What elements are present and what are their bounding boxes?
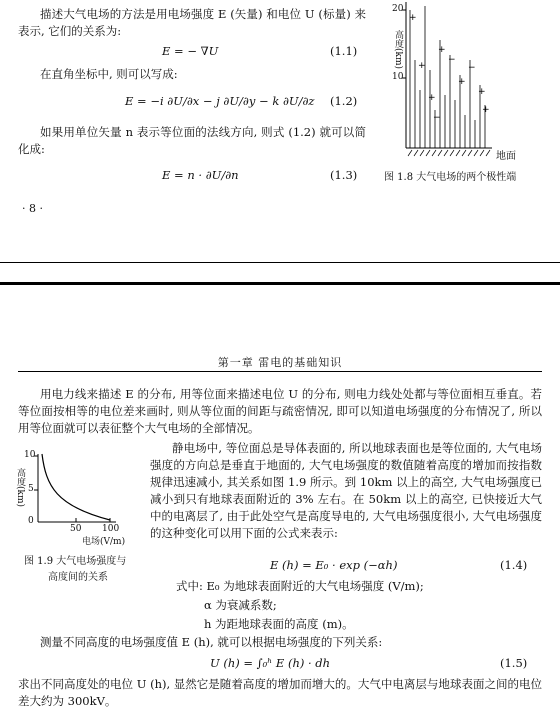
top-paragraph-3: 如果用单位矢量 n 表示等位面的法线方向, 则式 (1.2) 就可以简化成: — [18, 125, 366, 156]
equation-1-4: E (h) = E₀ · exp (−αh) — [270, 558, 398, 572]
figure-1-9-caption-line-1: 图 1.9 大气电场强度与 — [24, 556, 127, 567]
top-paragraph-1: 描述大气电场的方法是用电场强度 E (矢量) 和电位 U (标量) 来表示, 它们的关系为: — [18, 7, 366, 38]
figure-1-8-tick-20: 20 — [392, 4, 404, 14]
equation-1-3-number: (1.3) — [330, 168, 358, 182]
svg-text:−: − — [433, 113, 441, 123]
figure-1-8-tick-10: 10 — [392, 72, 404, 82]
page-separator-thick — [0, 282, 560, 285]
page-number: · 8 · — [22, 202, 43, 215]
equation-1-5-number: (1.5) — [500, 656, 528, 670]
equation-1-3: E = n · ∂U/∂n — [162, 168, 239, 182]
svg-text:−: − — [448, 55, 456, 65]
figure-1-9-xtick-50: 50 — [70, 524, 82, 534]
where-line-1: 式中: E₀ 为地球表面附近的大气电场强度 (V/m); — [176, 579, 424, 593]
svg-text:+: + — [428, 93, 436, 103]
figure-1-9-xtick-100: 100 — [102, 524, 120, 534]
equation-1-1: E = − ∇U — [162, 44, 219, 58]
svg-text:−: − — [468, 63, 476, 73]
page-separator-thin — [0, 262, 560, 263]
figure-1-9-ytick-0: 0 — [28, 516, 34, 526]
figure-1-8-drawing — [372, 0, 556, 165]
bottom-paragraph-1: 用电力线来描述 E 的分布, 用等位面来描述电位 U 的分布, 则电力线处处都与等位面相互垂直。若等位面按相等的电位差来画时, 则从等位面的间距与疏密情况, 即可以知道电场强度的分布情况了, 所以用等位面就可以表征整个大气电场的全部情况。 — [18, 387, 542, 435]
svg-text:+: + — [458, 77, 466, 87]
figure-1-9 — [12, 446, 142, 546]
chapter-header: 第一章 雷电的基础知识 — [217, 356, 343, 369]
bottom-paragraph-4: 求出不同高度处的电位 U (h), 显然它是随着高度的增加而增大的。大气中电离层与地球表面之间的电位差大约为 300kV。 — [18, 677, 542, 708]
figure-1-9-caption-line-2: 高度间的关系 — [48, 572, 108, 583]
bottom-paragraph-2: 静电场中, 等位面总是导体表面的, 所以地球表面也是等位面的, 大气电场强度的方向总是垂直于地面的, 大气电场强度的数值随着高度的增加而按指数规律迅速减小, 其关系如图 1.9 所示。到 10km 以上的高空, 大气电场强度已减小到只有地球表面附近的 3% 左右。在 50km 以上的高空, 已快接近大气中的电离层了, 由于此处空气是高度导电的, 大气电场强度很小, 大气电场强度的这种变化可以用下面的公式来表示: — [150, 441, 542, 540]
equation-1-4-number: (1.4) — [500, 558, 528, 572]
svg-text:+: + — [482, 105, 490, 115]
top-paragraph-2: 在直角坐标中, 则可以写成: — [40, 67, 178, 81]
svg-text:+: + — [438, 45, 446, 55]
figure-1-9-ytick-5: 5 — [28, 484, 34, 494]
equation-1-1-number: (1.1) — [330, 44, 358, 58]
figure-1-9-xlabel: 电场(V/m) — [82, 537, 126, 547]
figure-1-9-ytick-10: 10 — [24, 450, 36, 460]
figure-1-8-ylabel: 高度(km) — [393, 30, 403, 70]
where-line-3: h 为距地球表面的高度 (m)。 — [204, 617, 354, 631]
header-rule — [18, 371, 542, 372]
figure-1-8-xlabel: 地面 — [496, 151, 516, 162]
svg-text:+: + — [409, 13, 417, 23]
svg-text:+: + — [418, 61, 426, 71]
figure-1-8 — [372, 0, 556, 165]
equation-1-5: U (h) = ∫₀ʰ E (h) · dh — [210, 656, 331, 670]
figure-1-9-ylabel: 高度(km) — [15, 468, 25, 508]
figure-1-8-caption: 图 1.8 大气电场的两个极性端 — [384, 172, 517, 183]
bottom-paragraph-3: 测量不同高度的电场强度值 E (h), 就可以根据电场强度的下列关系: — [40, 635, 383, 649]
equation-1-2-number: (1.2) — [330, 94, 358, 108]
svg-text:+: + — [478, 87, 486, 97]
equation-1-2: E = −i ∂U/∂x − j ∂U/∂y − k ∂U/∂z — [125, 94, 315, 108]
where-line-2: α 为衰减系数; — [204, 598, 277, 612]
